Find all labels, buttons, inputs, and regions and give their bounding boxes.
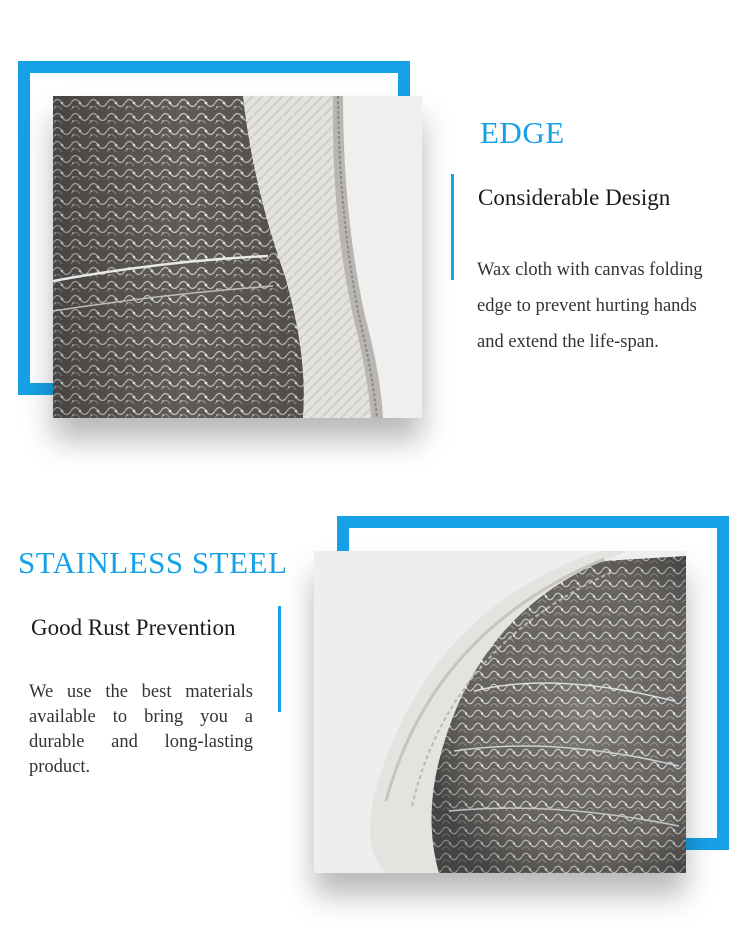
edge-subheading: Considerable Design [478, 185, 671, 210]
edge-product-photo [53, 96, 422, 418]
mesh-curved-closeup-image [314, 551, 686, 873]
edge-description [477, 252, 703, 360]
steel-accent-bar [278, 606, 281, 712]
mesh-edge-closeup-image [53, 96, 422, 418]
edge-description-line-1: Wax cloth with canvas folding [477, 260, 703, 280]
steel-subheading: Good Rust Prevention [31, 615, 236, 640]
edge-accent-bar [451, 174, 454, 280]
edge-heading: EDGE [480, 115, 565, 150]
edge-description-line-2: edge to prevent hurting hands [477, 296, 697, 316]
edge-description-line-3: and extend the life-span. [477, 332, 659, 352]
steel-product-photo [314, 551, 686, 873]
steel-description: We use the best materials available to bring you a durable and long-lasting product. [29, 682, 253, 777]
steel-heading: STAINLESS STEEL [18, 545, 288, 580]
edge-description-full [0, 0, 1, 1]
